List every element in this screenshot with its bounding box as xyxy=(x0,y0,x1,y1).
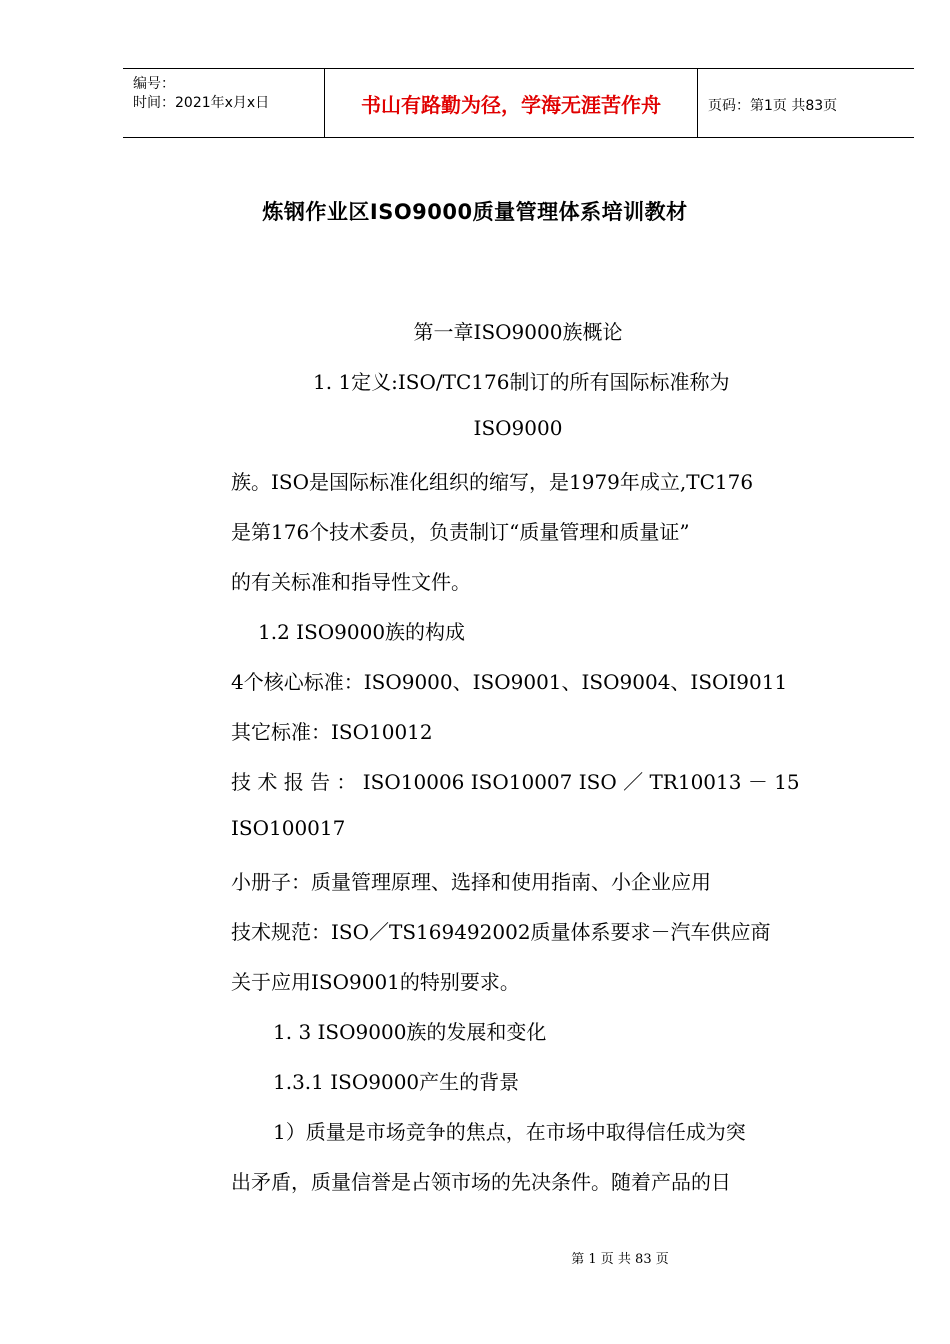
time-label: 时间：2021年x月x日 xyxy=(133,95,270,111)
definition-iso: ISO9000 xyxy=(473,416,563,440)
tech-spec: 技术规范：ISO／TS169492002质量体系要求－汽车供应商 xyxy=(231,920,771,944)
paragraph-line: 是第176个技术委员，负责制订“质量管理和质量证” xyxy=(231,520,690,544)
page-header xyxy=(123,68,914,138)
document-title: 炼钢作业区ISO9000质量管理体系培训教材 xyxy=(262,200,688,224)
page-info: 页码：第1页 共83页 xyxy=(708,98,838,114)
other-standards: 其它标准：ISO10012 xyxy=(231,720,433,744)
booklet: 小册子：质量管理原理、选择和使用指南、小企业应用 xyxy=(231,870,711,894)
paragraph-line: 出矛盾，质量信誉是占领市场的先决条件。随着产品的日 xyxy=(231,1170,731,1194)
section-heading-1-3: 1. 3 ISO9000族的发展和变化 xyxy=(273,1020,547,1044)
number-label: 编号： xyxy=(133,76,175,92)
tech-report: 技 术 报 告 ： ISO10006 ISO10007 ISO ／ TR10013 － 15 xyxy=(231,770,800,794)
paragraph-line: 的有关标准和指导性文件。 xyxy=(231,570,471,594)
tech-spec-cont: 关于应用ISO9001的特别要求。 xyxy=(231,970,520,994)
section-heading-1-2: 1.2 ISO9000族的构成 xyxy=(258,620,466,644)
page-footer: 第 1 页 共 83 页 xyxy=(571,1252,669,1267)
paragraph-line: 族。ISO是国际标准化组织的缩写，是1979年成立,TC176 xyxy=(231,470,754,494)
definition-line: 1. 1定义:ISO/TC176制订的所有国际标准称为 xyxy=(313,370,730,394)
header-meta-cell xyxy=(123,69,325,137)
header-motto: 书山有路勤为径，学海无涯苦作舟 xyxy=(325,69,698,137)
paragraph-line: 1）质量是市场竞争的焦点，在市场中取得信任成为突 xyxy=(273,1120,746,1144)
core-standards: 4个核心标准：ISO9000、ISO9001、ISO9004、ISOI9011 xyxy=(231,670,788,694)
tech-report-cont: ISO100017 xyxy=(231,816,346,840)
chapter-heading: 第一章ISO9000族概论 xyxy=(413,320,623,344)
section-heading-1-3-1: 1.3.1 ISO9000产生的背景 xyxy=(273,1070,520,1094)
header-page-cell xyxy=(698,69,914,137)
